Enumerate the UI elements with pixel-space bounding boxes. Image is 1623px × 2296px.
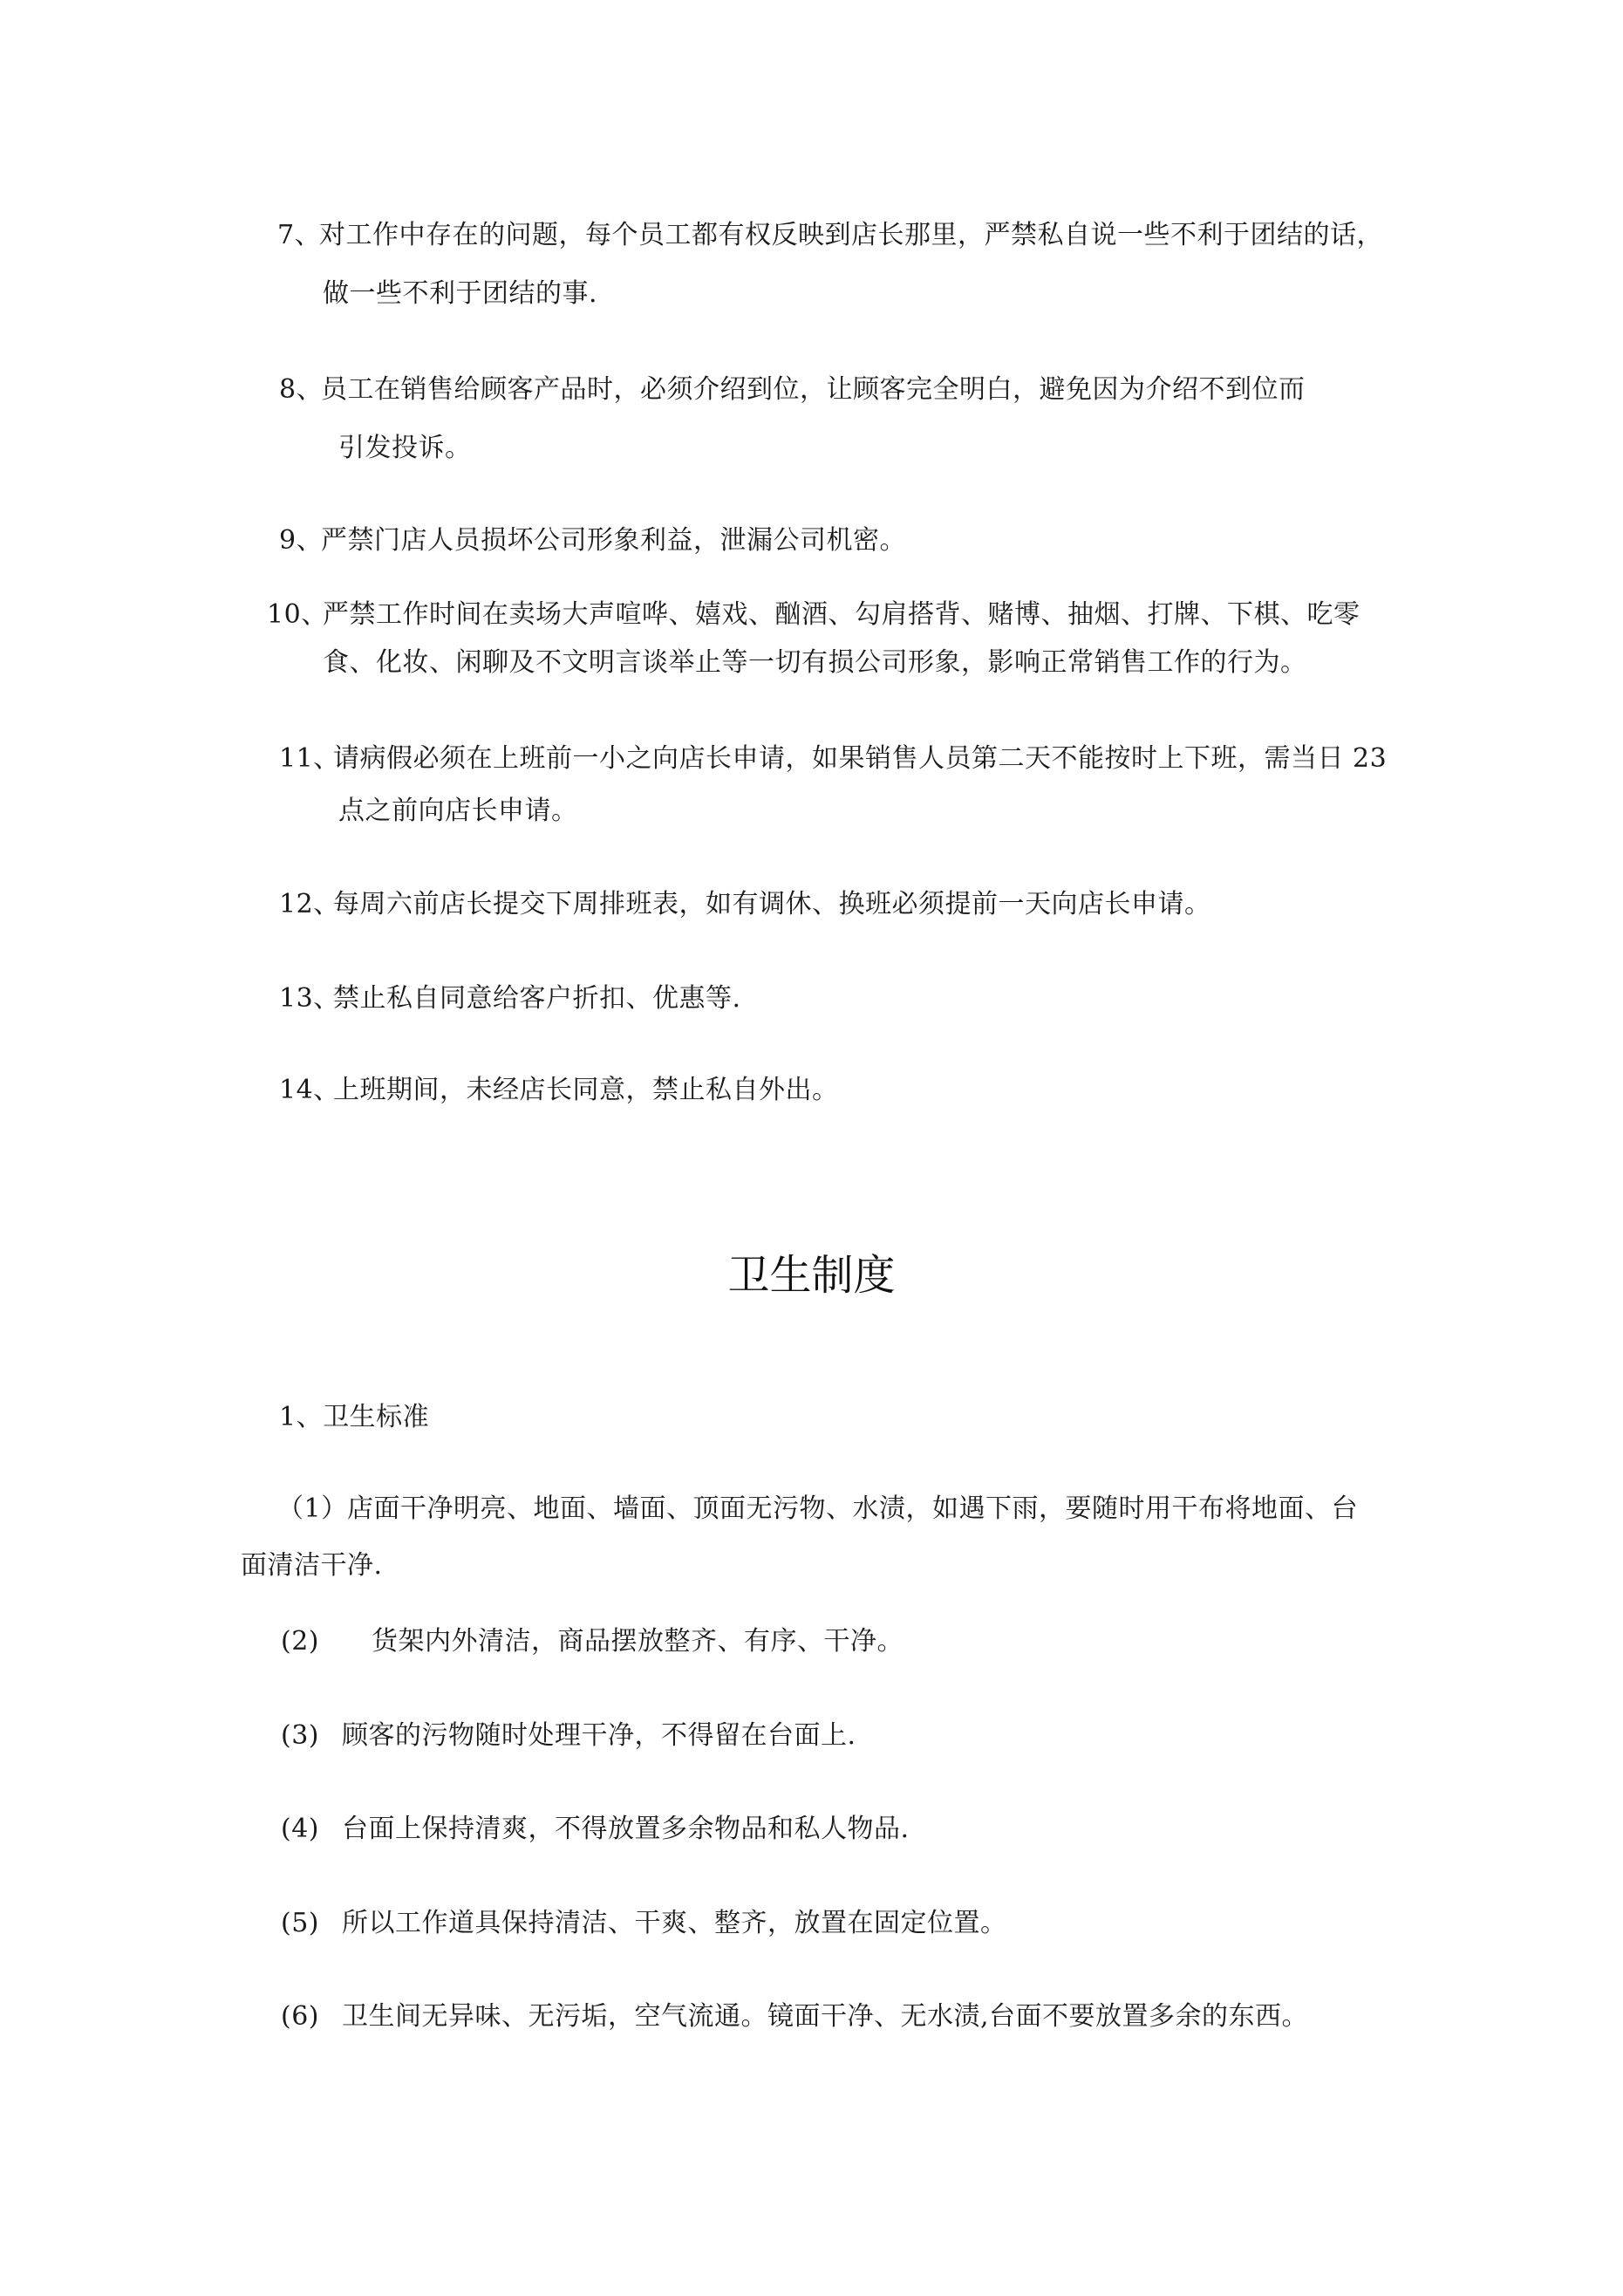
- rule-text-line2: 食、化妆、闲聊及不文明言谈举止等一切有损公司形象，影响正常销售工作的行为。: [323, 647, 1307, 678]
- section-subheading: 1、卫生标准: [279, 1402, 430, 1432]
- rule-text-line1: 禁止私自同意给客户折扣、优惠等.: [333, 983, 741, 1014]
- rule-text-line1: 对工作中存在的问题，每个员工都有权反映到店长那里，严禁私自说一些不利于团结的话，: [319, 220, 1383, 250]
- rule-number: 14、: [279, 1075, 340, 1105]
- hygiene-number: (3): [281, 1720, 319, 1751]
- rule-number: 7、: [277, 220, 322, 250]
- rule-text-line1: 上班期间，未经店长同意，禁止私自外出。: [333, 1075, 839, 1105]
- rule-number: 11、: [279, 743, 340, 774]
- rule-number: 9、: [279, 525, 324, 556]
- hygiene-number: (5): [281, 1908, 319, 1938]
- rule-text-line1: 员工在销售给顾客产品时，必须介绍到位，让顾客完全明白，避免因为介绍不到位而: [321, 374, 1306, 405]
- hygiene-text-line2: 面清洁干净.: [241, 1550, 383, 1581]
- rule-number: 12、: [279, 889, 340, 919]
- rule-number: 8、: [279, 374, 324, 405]
- section-title: 卫生制度: [727, 1251, 896, 1300]
- hygiene-number: (6): [281, 2001, 319, 2032]
- rule-text-line1: 请病假必须在上班前一小之向店长申请，如果销售人员第二天不能按时上下班，需当日 23: [333, 743, 1388, 774]
- hygiene-text-line1: 台面上保持清爽，不得放置多余物品和私人物品.: [342, 1814, 910, 1844]
- hygiene-text-line1: 店面干净明亮、地面、墙面、顶面无污物、水渍，如遇下雨，要随时用干布将地面、台: [347, 1493, 1358, 1524]
- hygiene-text-line1: 所以工作道具保持清洁、干爽、整齐，放置在固定位置。: [342, 1908, 1007, 1938]
- hygiene-number: (2): [281, 1626, 319, 1657]
- hygiene-text-line1: 货架内外清洁，商品摆放整齐、有序、干净。: [372, 1626, 904, 1657]
- rule-text-line1: 每周六前店长提交下周排班表，如有调休、换班必须提前一天向店长申请。: [333, 889, 1211, 919]
- hygiene-text-line1: 卫生间无异味、无污垢，空气流通。镜面干净、无水渍,台面不要放置多余的东西。: [342, 2001, 1309, 2032]
- rule-text-line2: 点之前向店长申请。: [338, 796, 578, 826]
- hygiene-number: (4): [281, 1814, 319, 1844]
- rule-number: 13、: [279, 983, 340, 1014]
- rule-text-line2: 做一些不利于团结的事.: [323, 278, 598, 309]
- rule-text-line2: 引发投诉。: [338, 433, 472, 463]
- rule-number: 10、: [267, 599, 328, 630]
- rule-text-line1: 严禁门店人员损坏公司形象利益，泄漏公司机密。: [321, 525, 906, 556]
- hygiene-text-line1: 顾客的污物随时处理干净，不得留在台面上.: [342, 1720, 856, 1751]
- rule-text-line1: 严禁工作时间在卖场大声喧哗、嬉戏、酗酒、勾肩搭背、赌博、抽烟、打牌、下棋、吃零: [323, 599, 1360, 630]
- hygiene-number: （1）: [277, 1493, 348, 1524]
